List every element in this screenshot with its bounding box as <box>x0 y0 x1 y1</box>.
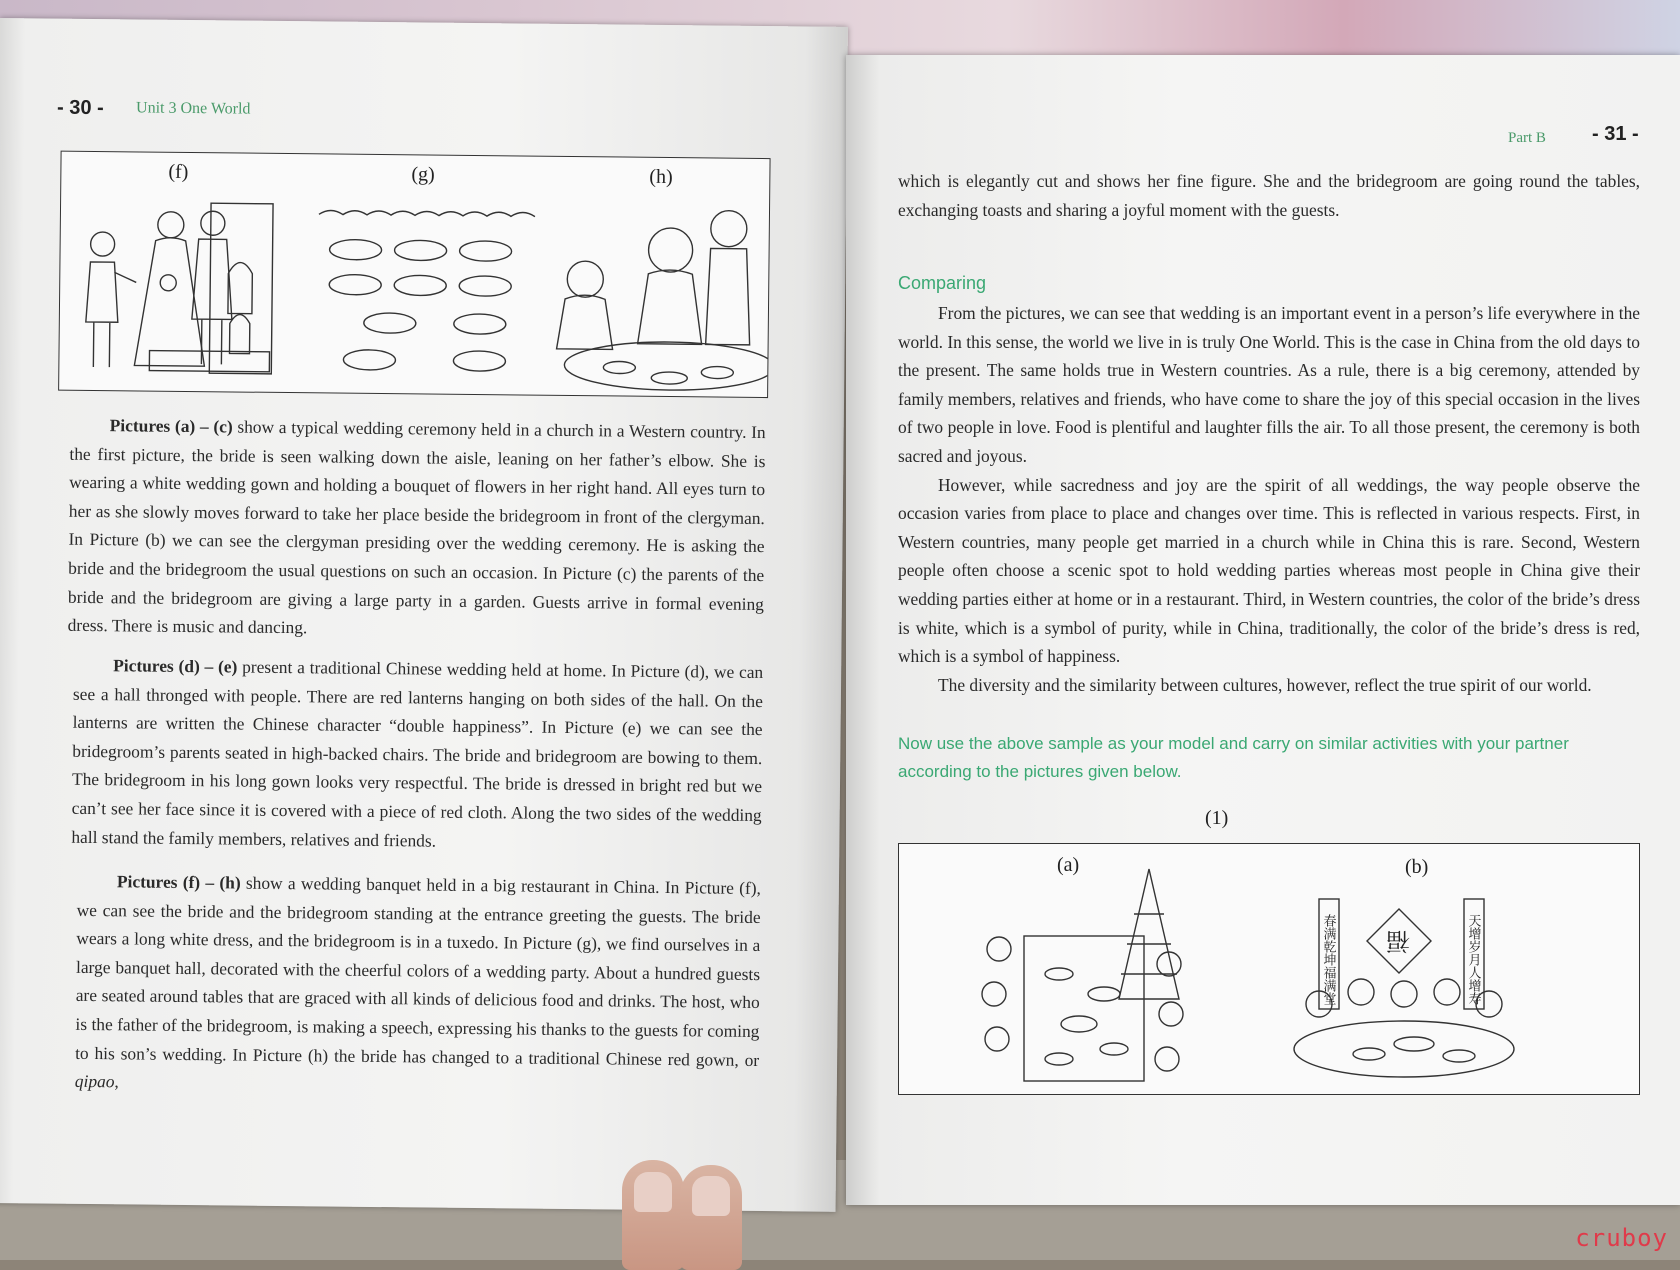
para3-italic: qipao <box>74 1070 115 1092</box>
exercise-label-b: (b) <box>1405 856 1429 878</box>
picture-label-g: (g) <box>411 163 435 186</box>
para3-body: show a wedding banquet held in a big restaurant in China. In Picture (f), we can see the bride and the bridegroom standing at the entrance greeting the guests. The bride wears a long white dress, and the bridegroom is in a tuxedo. In Picture (g), we find ourselves in a large banquet hall, decorated with the cheerful colors of a wedding party. About a hundred guests are seated around tables that are graced with all kinds of delicious food and drinks. The host, who is the father of the bridegroom, is making a speech, expressing his thanks to the guests for coming to his son’s wedding. In Picture (h) the bride has changed to a traditional Chinese red gown, or <box>75 872 762 1070</box>
wedding-banquet-illustration <box>59 152 769 397</box>
running-head-right: Part B <box>1508 130 1546 146</box>
para2-lead: Pictures (d) – (e) <box>113 655 238 677</box>
comparing-section <box>898 299 1640 699</box>
continuation-paragraph <box>898 167 1640 224</box>
continuation-text: which is elegantly cut and shows her fine figure. She and the bridegroom are going round the tables, exchanging toasts and sharing a joyful moment with the guests. <box>898 171 1640 220</box>
right-page <box>846 55 1680 1205</box>
fu-character: 福 <box>1386 927 1410 953</box>
illustration-panel-f-h <box>58 151 770 398</box>
fingernail-right <box>692 1176 730 1216</box>
comparing-paragraph-2: However, while sacredness and joy are the spirit of all weddings, the way people observe the occasion varies from place to place and changes over time. This is reflected in various respects. First, in Western countries, many people get married in a church while in China this is rare. Second, Western people often choose a scenic spot to hold wedding parties whereas most people in China give their wedding parties either at home or in a restaurant. Third, in Western countries, the color of the bride’s dress is white, which is a symbol of purity, while in China, traditionally, the color of the bride’s dress is red, which is a symbol of happiness. <box>898 474 1640 667</box>
comparing-paragraph-3: The diversity and the similarity between cultures, however, reflect the true spirit of our world. <box>938 674 1592 695</box>
paragraph-pictures-d-e <box>71 651 763 858</box>
para3-end: , <box>114 1071 119 1092</box>
exercise-label-a: (a) <box>1057 854 1080 876</box>
exercise-illustration-panel <box>898 843 1640 1095</box>
para3-lead: Pictures (f) – (h) <box>116 871 241 893</box>
couplet-right: 天增岁月人增寿 <box>1466 914 1482 1005</box>
left-page <box>0 18 848 1212</box>
para1-lead: Pictures (a) – (c) <box>109 415 233 437</box>
watermark: cruboy <box>1575 1224 1668 1252</box>
comparing-paragraph-1: From the pictures, we can see that wedding is an important event in a person’s life everywhere in the world. In this sense, the world we live in is truly One World. This is the case in China from the old days to the present. The same holds true in Western countries. As a rule, there is a big ceremony, attended by family members, relatives and friends, who have come to share the joy of this special occasion in the lives of two people in love. Food is plentiful and laughter fills the air. To all those present, the ceremony is both sacred and joyous. <box>898 303 1640 466</box>
paragraph-pictures-f-h <box>75 867 761 1103</box>
page-number-right: - 31 - <box>1592 123 1639 145</box>
exercise-number: (1) <box>1205 807 1229 829</box>
fingernail-left <box>634 1172 672 1212</box>
para2-body: present a traditional Chinese wedding held at home. In Picture (d), we can see a hall thronged with people. There are red lanterns hanging on both sides of the hall. On the lanterns are written the Chinese character “double happiness”. In Picture (e) we can see the bridegroom’s parents seated in high-backed chairs. The bride and bridegroom are bowing to them. The bridegroom in his long gown looks very respectful. The bride is dressed in bright red but we can’t see her face since it is covered with a piece of red cloth. Along the two sides of the wedding hall stand the family members, relatives and friends. <box>71 656 764 851</box>
activity-instruction: Now use the above sample as your model and carry on similar activities with your partner according to the pictures given below. <box>898 734 1569 781</box>
para1-body: show a typical wedding ceremony held in a church in a Western country. In the first picture, the bride is seen walking down the aisle, leaning on her father’s elbow. She is wearing a white wedding gown and holding a bouquet of flowers in her right hand. All eyes turn to her as she slowly moves forward to take her place beside the bridegroom in front of the clergyman. In Picture (b) we can see the clergyman presiding over the wedding ceremony. He is asking the bride and the bridegroom the usual questions on such an occasion. In Picture (c) the parents of the bride and the bridegroom are giving a large party in a garden. Guests arrive in formal evening dress. There is music and dancing. <box>67 416 766 638</box>
paragraph-pictures-a-c <box>67 411 765 647</box>
picture-label-h: (h) <box>649 165 673 189</box>
running-head-left: Unit 3 One World <box>135 99 251 118</box>
page-number-left: - 30 - <box>56 96 104 120</box>
comparing-heading: Comparing <box>898 273 987 293</box>
family-dinner-illustration <box>899 844 1639 1094</box>
picture-label-f: (f) <box>168 160 189 183</box>
couplet-left: 春满乾坤福满堂 <box>1321 914 1337 1005</box>
